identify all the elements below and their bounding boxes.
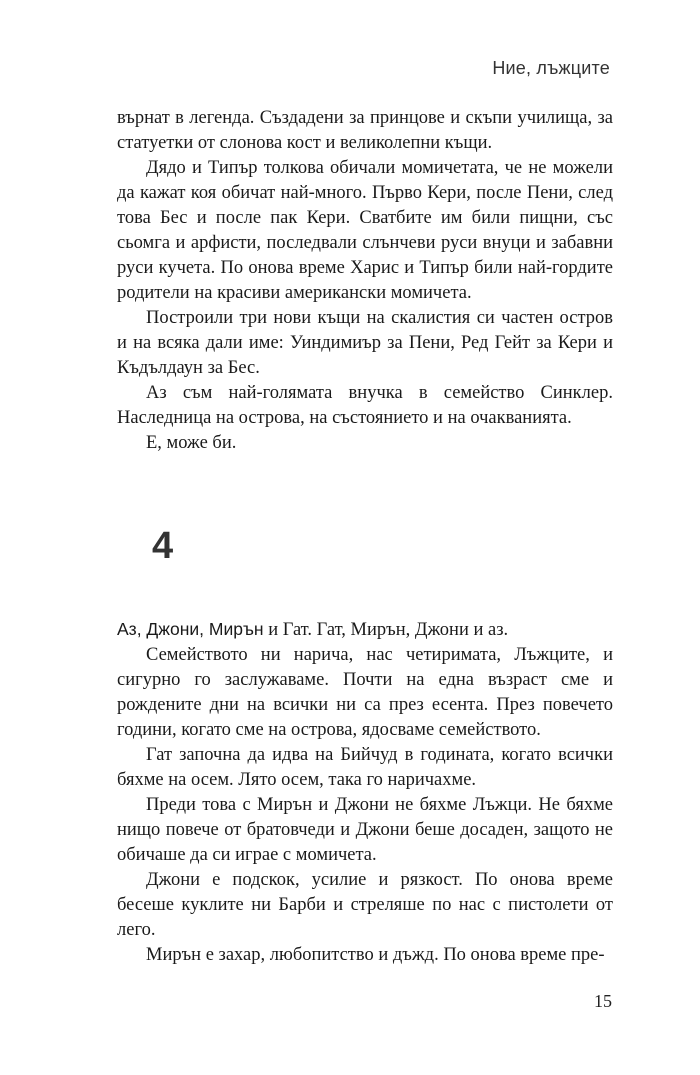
running-head-title: Ние, лъжците bbox=[492, 58, 610, 78]
page-number: 15 bbox=[594, 991, 612, 1011]
paragraph: Построили три нови къщи на скалистия си частен остров и на всяка дали име: Уиндимиър за Пени, Ред Гейт за Кери и Къдълдаун за Бес. bbox=[117, 308, 613, 378]
paragraph: Гат започна да идва на Бийчуд в годината, когато всички бяхме на осем. Лято осем, така го наричахме. bbox=[117, 745, 613, 790]
chapter-lead-in: Аз, Джони, Мирън bbox=[117, 619, 264, 639]
paragraph: Преди това с Мирън и Джони не бяхме Лъжци. Не бяхме нищо повече от братовчеди и Джони беше досаден, защото не обичаше да си играе с момичета. bbox=[117, 795, 613, 865]
chapter-lead-rest: и Гат. Гат, Мирън, Джони и аз. bbox=[263, 620, 509, 640]
body-text-section-a bbox=[117, 106, 613, 456]
body-text-section-b bbox=[117, 617, 613, 968]
paragraph: Е, може би. bbox=[146, 433, 237, 453]
paragraph: Джони е подскок, усилие и рязкост. По онова време бесеше куклите ни Барби и стреляше по нас с пистолети от лего. bbox=[117, 870, 613, 940]
chapter-number: 4 bbox=[152, 525, 174, 567]
chapter-opening-paragraph bbox=[117, 617, 613, 643]
paragraph: Аз съм най-голямата внучка в семейство Синклер. Наследница на острова, на състоянието и на очакванията. bbox=[117, 383, 613, 428]
paragraph: Семейството ни нарича, нас четиримата, Лъжците, и сигурно го заслужаваме. Почти на една възраст сме и рождените дни на всички ни са през есента. През повечето години, когато сме на острова, ядосваме семейството. bbox=[117, 645, 613, 740]
paragraph: Дядо и Типър толкова обичали момичетата, че не можели да кажат коя обичат най-много. Първо Кери, после Пени, след това Бес и после пак Кери. Сватбите им били пищни, със сьомга и арфисти, последвали слънчеви руси внуци и забавни руси кучета. По онова време Харис и Типър били най-гордите родители на красиви американски момичета. bbox=[117, 158, 613, 303]
paragraph: Мирън е захар, любопитство и дъжд. По онова време пре- bbox=[146, 945, 605, 965]
paragraph: върнат в легенда. Създадени за принцове и скъпи училища, за статуетки от слонова кост и великолепни къщи. bbox=[117, 108, 613, 153]
